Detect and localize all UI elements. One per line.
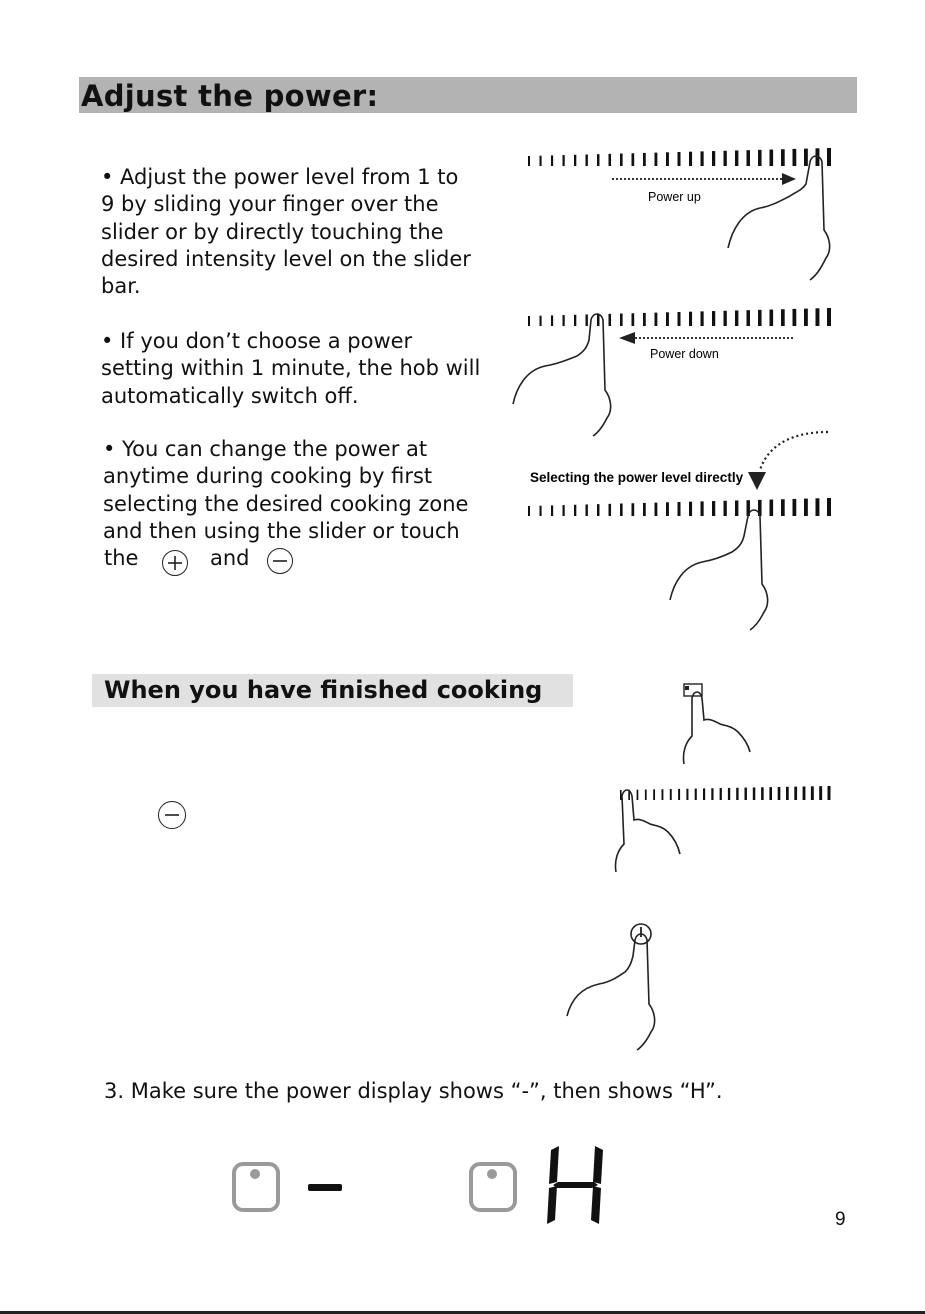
pointing-hand-icon <box>615 790 680 872</box>
slider-tick <box>528 156 530 166</box>
display-second-value: H <box>555 1160 556 1161</box>
slider-tick <box>563 155 565 166</box>
slider-tick <box>666 502 669 516</box>
slider-tick <box>574 505 576 516</box>
page-number: 9 <box>835 1209 846 1230</box>
slider-tick <box>735 150 738 166</box>
slider-tick <box>597 154 599 166</box>
slider-tick <box>563 315 565 326</box>
power-up-label: Power up <box>648 190 701 204</box>
slider-tick <box>620 504 623 516</box>
slider-tick <box>632 313 635 326</box>
display-first-value: - <box>308 1180 309 1181</box>
slider-tick <box>770 310 774 326</box>
slider-tick <box>609 314 612 326</box>
slider-tick <box>620 314 623 326</box>
slider-tick <box>724 151 727 166</box>
slider-tick <box>662 789 664 800</box>
paragraph-the: the <box>104 546 139 570</box>
slider-tick <box>712 311 715 326</box>
slider-tick <box>769 787 772 800</box>
slider-tick <box>643 503 646 516</box>
slider-tick <box>653 789 655 800</box>
display-minus-segment <box>308 1184 342 1191</box>
slider-tick <box>804 309 808 326</box>
slider-direct-select-diagram <box>520 420 850 635</box>
slider-tick <box>655 503 658 516</box>
slider-tick <box>701 151 704 166</box>
slider-min-diagram <box>608 780 848 880</box>
slider-tick <box>655 153 658 166</box>
slider-tick <box>724 311 727 326</box>
paragraph-adjust-level: • Adjust the power level from 1 to 9 by sliding your finger over the slider or by directly touching the desired intensity level on the slider bar. <box>101 165 471 299</box>
slider-tick <box>816 308 820 326</box>
slider-tick <box>540 156 542 166</box>
slider-power-up-diagram <box>520 140 850 285</box>
slider-tick <box>609 504 612 516</box>
slider-tick <box>703 788 705 800</box>
slider-tick <box>670 789 672 800</box>
slider-tick <box>563 505 565 516</box>
slider-tick <box>632 153 635 166</box>
slider-tick <box>803 786 806 800</box>
slider-tick <box>597 504 599 516</box>
slider-tick <box>643 313 646 326</box>
slider-tick <box>609 154 612 166</box>
slider-bar <box>528 148 831 166</box>
slider-tick <box>620 154 623 166</box>
slider-tick <box>712 501 715 516</box>
slider-tick <box>551 155 553 166</box>
slider-tick <box>637 790 639 800</box>
slider-tick <box>735 310 738 326</box>
slider-tick <box>728 788 730 800</box>
slider-tick <box>828 786 831 800</box>
minus-circle-icon <box>158 801 186 829</box>
slider-tick <box>781 149 785 166</box>
pointing-hand-icon <box>683 692 750 764</box>
direct-select-label: Selecting the power level directly <box>530 470 744 485</box>
slider-tick <box>528 316 530 326</box>
slider-tick <box>689 152 692 166</box>
slider-tick <box>686 789 688 800</box>
section-title: Adjust the power: <box>81 79 379 113</box>
slider-tick <box>574 155 576 166</box>
slider-tick <box>770 150 774 166</box>
slider-tick <box>689 502 692 516</box>
slider-tick <box>586 504 588 516</box>
slider-tick <box>804 499 808 516</box>
slider-tick <box>758 310 762 326</box>
slider-tick <box>689 312 692 326</box>
subsection-title: When you have finished cooking <box>104 676 543 704</box>
slider-tick <box>793 499 797 516</box>
minus-circle-icon <box>267 548 293 574</box>
slider-tick <box>528 506 530 516</box>
slider-tick <box>758 150 762 166</box>
slider-tick <box>781 309 785 326</box>
slider-tick <box>540 316 542 326</box>
pointing-hand-icon <box>567 934 655 1050</box>
paragraph-and: and <box>210 546 250 570</box>
slider-tick <box>701 311 704 326</box>
slider-tick <box>781 499 785 516</box>
slider-tick <box>597 314 599 326</box>
slider-tick <box>666 312 669 326</box>
display-h-group <box>465 1140 625 1232</box>
slider-tick <box>794 787 797 800</box>
slider-tick <box>551 315 553 326</box>
slider-tick <box>724 501 727 516</box>
pointing-hand-icon <box>670 510 768 630</box>
pointing-hand-icon <box>728 156 830 280</box>
power-down-label: Power down <box>650 347 719 361</box>
plus-circle-icon <box>162 550 188 576</box>
slider-tick <box>720 788 722 800</box>
slider-tick <box>761 787 764 800</box>
slider-tick <box>643 153 646 166</box>
display-h-glyph <box>547 1146 603 1224</box>
slider-tick <box>793 149 797 166</box>
slider-tick <box>736 788 738 800</box>
slider-tick <box>701 501 704 516</box>
slider-tick <box>586 314 588 326</box>
slider-tick <box>747 150 750 166</box>
slider-tick <box>816 498 820 516</box>
slider-tick <box>778 787 781 800</box>
slider-tick <box>745 788 747 800</box>
paragraph-change-power: • You can change the power at anytime during cooking by first selecting the desired cooking zone and then using the slider or touch <box>103 437 469 543</box>
slider-tick <box>827 498 831 516</box>
display-minus-group <box>228 1140 368 1230</box>
slider-tick <box>678 152 681 166</box>
slider-tick <box>804 149 808 166</box>
paragraph-auto-off: • If you don’t choose a power setting within 1 minute, the hob will automatically switch off. <box>101 329 481 408</box>
slider-power-down-diagram <box>505 300 850 440</box>
slider-tick <box>747 310 750 326</box>
slider-tick <box>655 313 658 326</box>
slider-tick <box>551 505 553 516</box>
slider-tick <box>540 506 542 516</box>
slider-tick <box>811 786 814 800</box>
slider-tick <box>753 787 755 800</box>
slider-tick <box>586 154 588 166</box>
slider-tick <box>712 151 715 166</box>
slider-tick <box>645 790 647 800</box>
slider-tick <box>632 503 635 516</box>
pointing-hand-icon <box>513 314 611 436</box>
zone-touch-diagram <box>670 678 770 773</box>
slider-tick <box>666 152 669 166</box>
slider-tick <box>574 315 576 326</box>
slider-tick <box>786 787 789 800</box>
slider-tick <box>678 789 680 800</box>
slider-tick <box>827 308 831 326</box>
slider-tick <box>819 786 822 800</box>
slider-tick <box>770 500 774 516</box>
slider-tick <box>711 788 713 800</box>
step-3-instruction: 3. Make sure the power display shows “-”, then shows “H”. <box>104 1079 723 1103</box>
power-touch-diagram <box>555 918 665 1053</box>
slider-tick <box>793 309 797 326</box>
slider-tick <box>695 789 697 800</box>
slider-tick <box>678 312 681 326</box>
slider-tick <box>678 502 681 516</box>
slider-tick <box>827 148 831 166</box>
slider-tick <box>735 500 738 516</box>
